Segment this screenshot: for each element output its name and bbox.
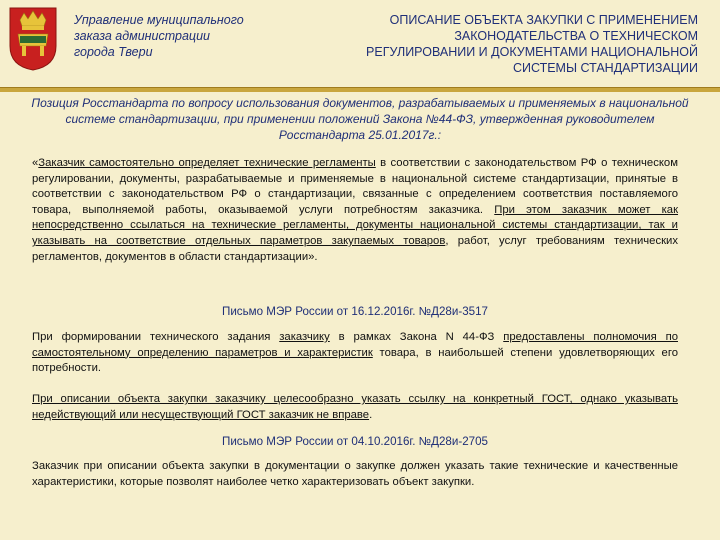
quote-underlined-1: Заказчик самостоятельно определяет технические регламенты	[38, 157, 376, 169]
quote-underlined-2: При этом заказчик может как непосредственно ссылаться на технические регламенты, документы национальной системы стандартизации, так и указывать на соответствие отдельных параметров закупаемых товаров	[32, 203, 679, 247]
para2-underlined-2: предоставлены полномочия по самостоятельному определению параметров и характеристик	[32, 331, 678, 359]
title-line-2: ЗАКОНОДАТЕЛЬСТВА О ТЕХНИЧЕСКОМ	[454, 29, 698, 43]
para2-underlined-1: заказчику	[279, 331, 330, 343]
quote-open: «	[32, 157, 39, 169]
para2-text-1: При формировании технического задания	[32, 331, 280, 343]
org-line-1: Управление муниципального	[74, 13, 244, 27]
para2-text-3: товара, в наибольшей степени удовлетворяющих его потребности.	[32, 346, 678, 375]
rosstandart-position: Позиция Росстандарта по вопросу использования документов, разрабатываемых и применяемых в национальной системе стандартизации, при применении положений Закона №44-ФЗ, утвержденная руководителем Росстандарта 25.01.2017г.:	[31, 96, 689, 142]
para2-text-2: в рамках Закона N 44-ФЗ	[329, 331, 504, 343]
org-line-3: города Твери	[74, 45, 153, 59]
letter-heading-1: Письмо МЭР России от 16.12.2016г. №Д28и-3517	[222, 305, 488, 318]
title-line-4: СИСТЕМЫ СТАНДАРТИЗАЦИИ	[512, 61, 698, 75]
tver-coat-of-arms-icon	[8, 6, 58, 72]
rosstandart-quote	[32, 156, 678, 265]
quote-text-2: , работ, услуг требованиям технических регламентов, документов в области стандартизации».	[32, 234, 678, 263]
letter-heading-2: Письмо МЭР России от 04.10.2016г. №Д28и-2705	[222, 435, 488, 448]
para3-end: .	[369, 408, 373, 421]
header-divider	[0, 87, 720, 92]
slide-title	[366, 12, 698, 76]
title-line-3: РЕГУЛИРОВАНИИ И ДОКУМЕНТАМИ НАЦИОНАЛЬНОЙ	[366, 45, 698, 59]
paragraph-gost-reference	[32, 392, 678, 423]
paragraph-technical-task	[32, 330, 678, 377]
para3-underlined: При описании объекта закупки заказчику целесообразно указать ссылку на конкретный ГОСТ, однако указывать недействующий или несуществующий ГОСТ заказчик не вправе	[32, 393, 678, 421]
quote-text-1: в соответствии с законодательством РФ о техническом регулировании, документы, разрабатываемые и применяемые в национальной системе стандартизации, принятые в соответствии с законодательством РФ о стандартизации, связанные с определением соответствия поставляемого товара, выполняемой работы, оказываемой услуги потребностям заказчика.	[32, 157, 678, 216]
title-line-1: ОПИСАНИЕ ОБЪЕКТА ЗАКУПКИ С ПРИМЕНЕНИЕМ	[389, 13, 698, 27]
organization-name	[74, 12, 244, 60]
paragraph-characteristics: Заказчик при описании объекта закупки в документации о закупке должен указать такие технические и качественные характеристики, которые позволят наиболее четко характеризовать объект закупки.	[32, 460, 678, 488]
org-line-2: заказа администрации	[74, 29, 210, 43]
